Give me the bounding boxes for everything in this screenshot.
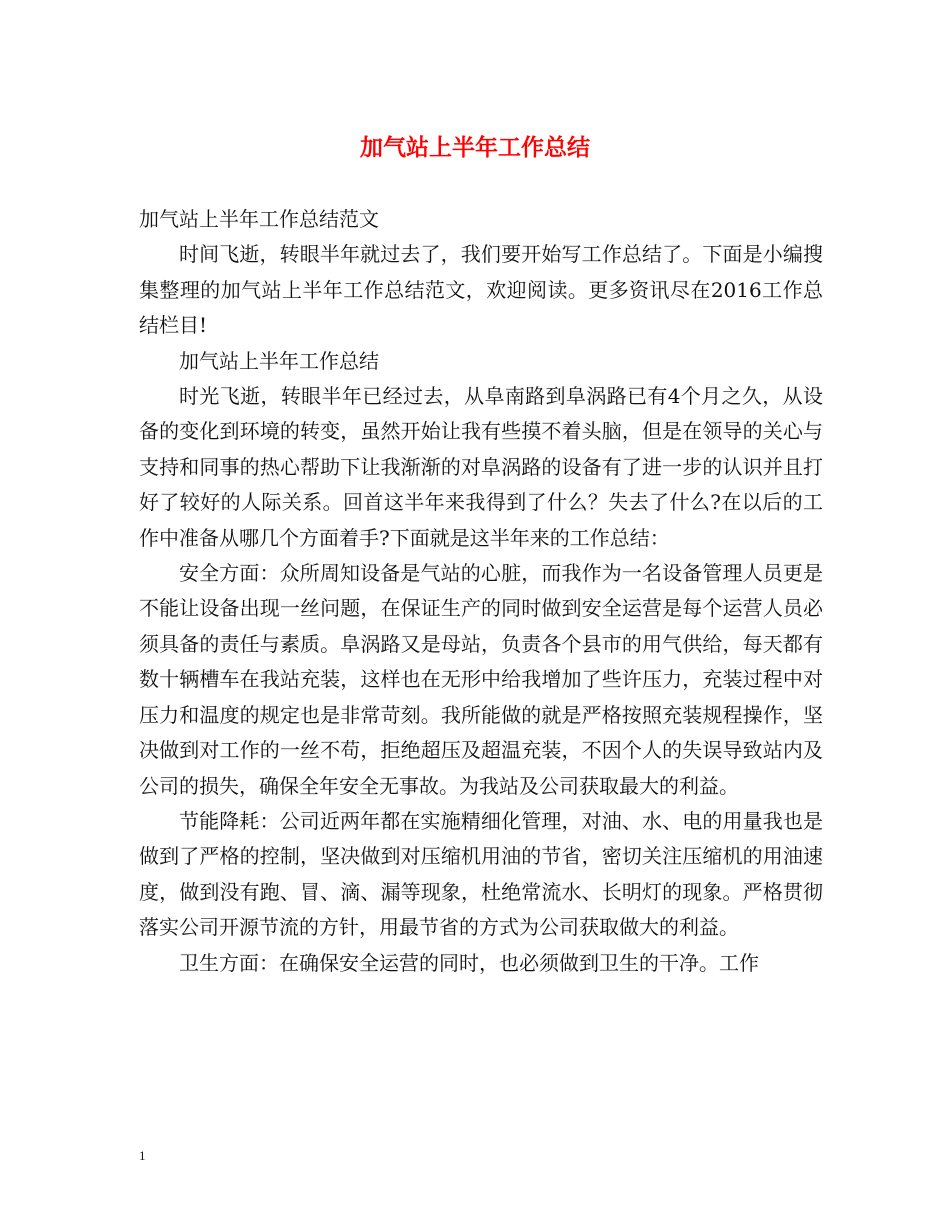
document-body — [139, 202, 823, 981]
hygiene-paragraph: 卫生方面：在确保安全运营的同时，也必须做到卫生的干净。工作 — [179, 950, 759, 975]
overview-paragraph: 时光飞逝，转眼半年已经过去，从阜南路到阜涡路已有4个月之久，从设备的变化到环境的转变，虽然开始让我有些摸不着头脑，但是在领导的关心与支持和同事的热心帮助下让我渐渐的对阜涡路的设备有了进一步的认识并且打好了较好的人际关系。回首这半年来我得到了什么？失去了什么?在以后的工作中准备从哪几个方面着手?下面就是这半年来的工作总结： — [139, 384, 823, 550]
intro-paragraph: 时间飞逝，转眼半年就过去了，我们要开始写工作总结了。下面是小编搜集整理的加气站上半年工作总结范文，欢迎阅读。更多资讯尽在2016工作总结栏目! — [139, 242, 823, 338]
document-title: 加气站上半年工作总结 — [360, 134, 590, 161]
energy-saving-paragraph: 节能降耗：公司近两年都在实施精细化管理，对油、水、电的用量我也是做到了严格的控制，坚决做到对压缩机用油的节省，密切关注压缩机的用油速度，做到没有跑、冒、滴、漏等现象，杜绝常流水、长明灯的现象。严格贯彻落实公司开源节流的方针，用最节省的方式为公司获取做大的利益。 — [139, 808, 823, 940]
safety-paragraph: 安全方面：众所周知设备是气站的心脏，而我作为一名设备管理人员更是不能让设备出现一丝问题，在保证生产的同时做到安全运营是每个运营人员必须具备的责任与素质。阜涡路又是母站，负责各个县市的用气供给，每天都有数十辆槽车在我站充装，这样也在无形中给我增加了些许压力，充装过程中对压力和温度的规定也是非常苛刻。我所能做的就是严格按照充装规程操作，坚决做到对工作的一丝不苟，拒绝超压及超温充装，不因个人的失误导致站内及公司的损失，确保全年安全无事故。为我站及公司获取最大的利益。 — [139, 561, 823, 798]
section-heading: 加气站上半年工作总结 — [179, 348, 379, 373]
page-number: 1 — [139, 1148, 146, 1163]
subtitle-paragraph: 加气站上半年工作总结范文 — [139, 207, 379, 231]
